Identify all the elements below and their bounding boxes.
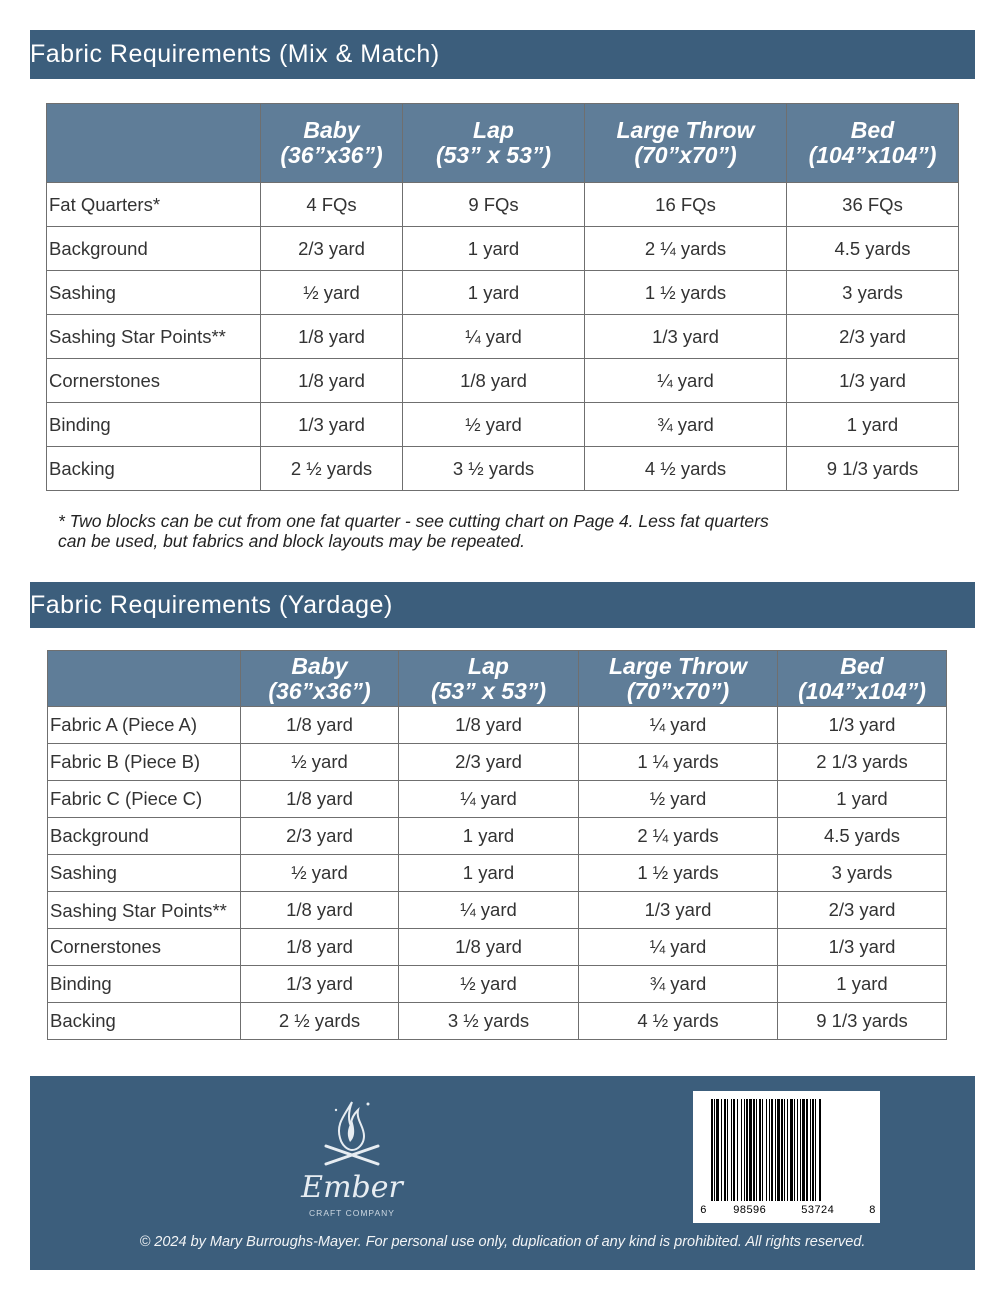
logo-wordmark: Ember <box>301 1170 403 1205</box>
table-cell: 16 FQs <box>585 183 787 227</box>
table-cell: 1/3 yard <box>241 966 399 1003</box>
table-row <box>47 447 959 491</box>
campfire-icon <box>292 1094 412 1174</box>
table-cell: 4.5 yards <box>778 818 947 855</box>
table-row <box>48 781 947 818</box>
table-row <box>48 966 947 1003</box>
table-cell: ¼ yard <box>585 359 787 403</box>
logo-subtitle: CRAFT COMPANY <box>309 1208 395 1218</box>
table-cell: 1/3 yard <box>778 929 947 966</box>
table-cell: 1/3 yard <box>585 315 787 359</box>
table-cell: 1/8 yard <box>241 929 399 966</box>
table-cell: 1/8 yard <box>403 359 585 403</box>
table-row <box>48 929 947 966</box>
section1-banner <box>30 30 975 79</box>
row-label: Cornerstones <box>47 359 261 403</box>
table-cell: 3 yards <box>778 855 947 892</box>
table-cell: 1/8 yard <box>399 707 579 744</box>
table-row <box>48 818 947 855</box>
section1-title: Fabric Requirements (Mix & Match) <box>30 40 440 68</box>
table-cell: 1/8 yard <box>399 929 579 966</box>
row-label: Binding <box>47 403 261 447</box>
row-label: Background <box>48 818 241 855</box>
table-cell: 1/8 yard <box>261 359 403 403</box>
table-cell: ½ yard <box>241 744 399 781</box>
table-cell: 4 FQs <box>261 183 403 227</box>
note-line-2: can be used, but fabrics and block layouts may be repeated. <box>58 531 525 551</box>
table-cell: 1/3 yard <box>579 892 778 929</box>
table-row <box>48 707 947 744</box>
section2-banner <box>30 582 975 628</box>
header-baby: Baby (36”x36”) <box>261 104 403 183</box>
table-cell: 1 yard <box>403 271 585 315</box>
table-cell: 2/3 yard <box>787 315 959 359</box>
table-cell: 2 ¼ yards <box>585 227 787 271</box>
row-label: Fabric B (Piece B) <box>48 744 241 781</box>
header-bed: Bed (104”x104”) <box>787 104 959 183</box>
table-cell: ¼ yard <box>579 707 778 744</box>
table-cell: 1/8 yard <box>241 781 399 818</box>
table-row <box>48 892 947 929</box>
barcode <box>693 1091 880 1223</box>
table-cell: 9 FQs <box>403 183 585 227</box>
header-large-throw: Large Throw (70”x70”) <box>585 104 787 183</box>
table-row <box>48 855 947 892</box>
table-cell: ½ yard <box>241 855 399 892</box>
row-label: Fabric A (Piece A) <box>48 707 241 744</box>
table-row <box>48 744 947 781</box>
table-cell: 1 yard <box>399 855 579 892</box>
table-cell: 2 ¼ yards <box>579 818 778 855</box>
table-cell: 1/8 yard <box>241 892 399 929</box>
row-label: Cornerstones <box>48 929 241 966</box>
table-cell: ¾ yard <box>579 966 778 1003</box>
table-cell: 36 FQs <box>787 183 959 227</box>
row-label: Sashing <box>48 855 241 892</box>
row-label: Fabric C (Piece C) <box>48 781 241 818</box>
header-bed: Bed (104”x104”) <box>778 651 947 707</box>
table-row <box>47 315 959 359</box>
table-cell: 2 ½ yards <box>261 447 403 491</box>
barcode-group-1: 98596 <box>733 1205 767 1217</box>
row-label: Background <box>47 227 261 271</box>
header-baby: Baby (36”x36”) <box>241 651 399 707</box>
table-cell: 3 ½ yards <box>399 1003 579 1040</box>
yardage-table <box>47 650 947 1040</box>
table-cell: 1 ½ yards <box>579 855 778 892</box>
table-cell: 3 ½ yards <box>403 447 585 491</box>
row-label: Binding <box>48 966 241 1003</box>
table-row <box>47 403 959 447</box>
table-cell: ¼ yard <box>579 929 778 966</box>
fat-quarter-note <box>58 511 958 551</box>
footer-panel <box>30 1076 975 1270</box>
mix-match-table <box>46 103 959 491</box>
table-row <box>48 1003 947 1040</box>
header-corner <box>48 651 241 707</box>
ember-logo <box>292 1094 412 1220</box>
table-cell: ½ yard <box>579 781 778 818</box>
barcode-group-2: 53724 <box>801 1205 835 1217</box>
table-header-row <box>48 651 947 707</box>
header-lap: Lap (53” x 53”) <box>399 651 579 707</box>
table-row <box>47 271 959 315</box>
table-cell: 1 ½ yards <box>585 271 787 315</box>
table-cell: ¾ yard <box>585 403 787 447</box>
table-cell: 4 ½ yards <box>579 1003 778 1040</box>
copyright-notice: © 2024 by Mary Burroughs-Mayer. For personal use only, duplication of any kind is prohibited. All rights reserved. <box>139 1234 866 1250</box>
table-cell: 1 yard <box>778 966 947 1003</box>
table-cell: 1 yard <box>778 781 947 818</box>
table-cell: ½ yard <box>403 403 585 447</box>
table-cell: 2/3 yard <box>778 892 947 929</box>
table-cell: ½ yard <box>261 271 403 315</box>
table-cell: 1/3 yard <box>787 359 959 403</box>
barcode-bars <box>693 1091 880 1223</box>
row-label: Backing <box>48 1003 241 1040</box>
table-cell: 1 yard <box>787 403 959 447</box>
table-row <box>47 359 959 403</box>
table-cell: 1/8 yard <box>241 707 399 744</box>
table-cell: 2/3 yard <box>241 818 399 855</box>
section2-title: Fabric Requirements (Yardage) <box>30 590 393 619</box>
table-cell: 1 yard <box>403 227 585 271</box>
row-label: Backing <box>47 447 261 491</box>
table-cell: 2/3 yard <box>399 744 579 781</box>
table-cell: 2 ½ yards <box>241 1003 399 1040</box>
row-label: Sashing Star Points** <box>48 892 241 929</box>
table-cell: 1/3 yard <box>261 403 403 447</box>
row-label: Sashing <box>47 271 261 315</box>
row-label: Fat Quarters* <box>47 183 261 227</box>
table-cell: 4 ½ yards <box>585 447 787 491</box>
table-cell: 1/3 yard <box>778 707 947 744</box>
table-row <box>47 183 959 227</box>
header-corner <box>47 104 261 183</box>
table-cell: ½ yard <box>399 966 579 1003</box>
table-cell: 1 yard <box>399 818 579 855</box>
table-cell: 1/8 yard <box>261 315 403 359</box>
table-header-row <box>47 104 959 183</box>
header-lap: Lap (53” x 53”) <box>403 104 585 183</box>
table-cell: ¼ yard <box>399 781 579 818</box>
barcode-lead-digit: 6 <box>700 1205 707 1217</box>
table-cell: ¼ yard <box>399 892 579 929</box>
table-cell: 4.5 yards <box>787 227 959 271</box>
table-cell: 9 1/3 yards <box>787 447 959 491</box>
table-cell: 3 yards <box>787 271 959 315</box>
header-large-throw: Large Throw (70”x70”) <box>579 651 778 707</box>
table-cell: 9 1/3 yards <box>778 1003 947 1040</box>
note-line-1: * Two blocks can be cut from one fat quarter - see cutting chart on Page 4. Less fat quarters <box>58 511 769 531</box>
table-cell: 1 ¼ yards <box>579 744 778 781</box>
table-cell: 2 1/3 yards <box>778 744 947 781</box>
row-label: Sashing Star Points** <box>47 315 261 359</box>
table-cell: 2/3 yard <box>261 227 403 271</box>
barcode-check-digit: 8 <box>869 1205 876 1217</box>
table-row <box>47 227 959 271</box>
table-cell: ¼ yard <box>403 315 585 359</box>
